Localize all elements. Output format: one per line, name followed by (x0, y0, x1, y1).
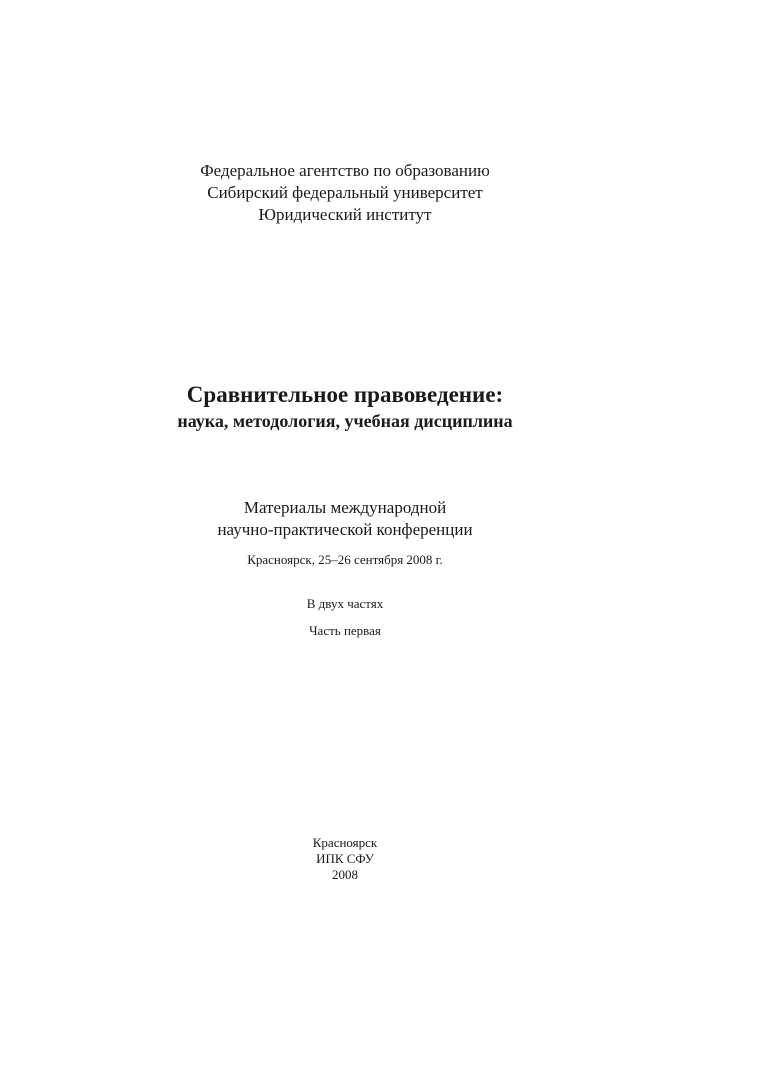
title-subtitle: наука, методология, учебная дисциплина (177, 411, 513, 431)
materials-line-2: научно-практической конференции (217, 520, 473, 539)
institute-name: Юридический институт (258, 205, 432, 224)
materials-description (0, 497, 690, 541)
university-name: Сибирский федеральный университет (207, 183, 483, 202)
parts-total: В двух частях (306, 596, 384, 611)
imprint-publisher: ИПК СФУ (316, 851, 374, 866)
materials-line-1: Материалы международной (243, 498, 447, 517)
organization-header (0, 160, 690, 226)
imprint-city: Красноярск (312, 835, 378, 850)
title-main: Сравнительное правоведение: (186, 382, 504, 407)
publication-imprint (0, 835, 690, 883)
conference-date: Красноярск, 25–26 сентября 2008 г. (247, 552, 443, 567)
part-current: Часть первая (309, 623, 381, 638)
document-title (0, 381, 690, 433)
imprint-year: 2008 (332, 867, 358, 882)
agency-name: Федеральное агентство по образованию (200, 161, 490, 180)
